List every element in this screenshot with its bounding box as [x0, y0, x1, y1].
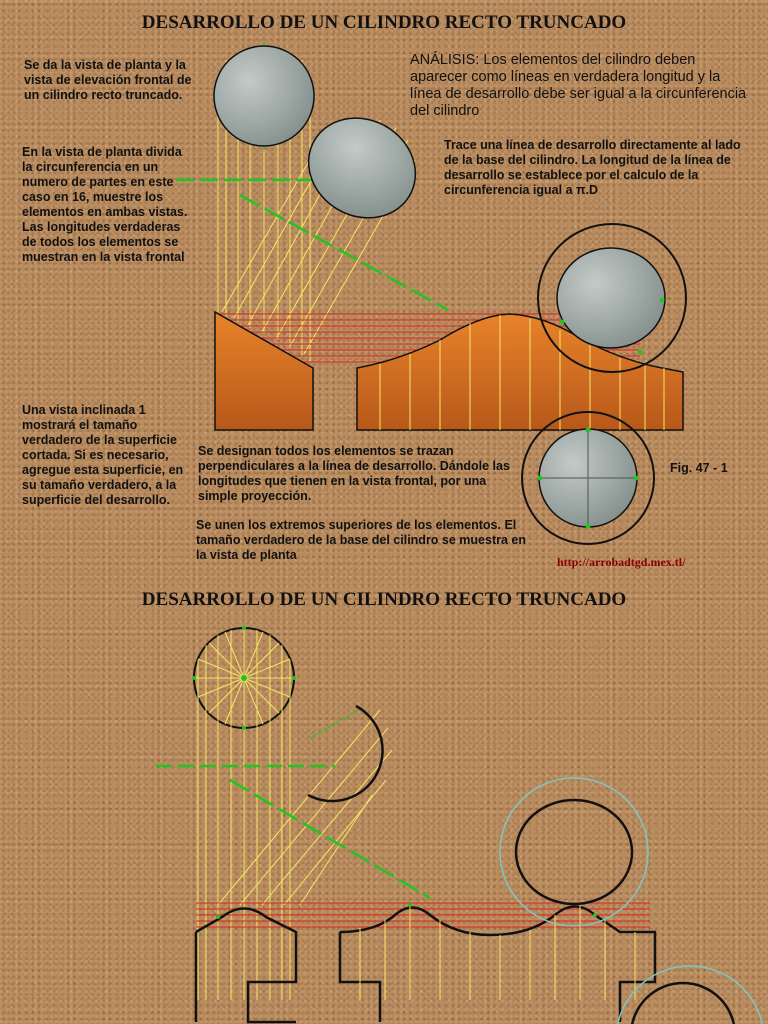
cyan-base-circle — [616, 966, 764, 1024]
inclined-arc — [308, 706, 383, 801]
development-bottom — [340, 907, 655, 1023]
top-figure — [176, 40, 686, 544]
top-title: DESARROLLO DE UN CILINDRO RECTO TRUNCADO — [141, 12, 627, 33]
plan-view-circle — [214, 46, 314, 146]
bottom-title: DESARROLLO DE UN CILINDRO RECTO TRUNCADO — [141, 589, 627, 610]
base-circle-bottom — [631, 983, 735, 1024]
top-surface-ellipse — [557, 248, 665, 348]
top-surface-bottom-ellipse — [516, 800, 632, 904]
figure-label: Fig. 47 - 1 — [670, 461, 728, 475]
inclined-view-ellipse — [290, 99, 433, 237]
source-link[interactable]: http://arrobadtgd.mex.tl/ — [557, 555, 686, 569]
front-elevation-bottom — [196, 909, 296, 1023]
analysis-text: ANÁLISIS: Los elementos del cilindro deben aparecer como líneas en verdadera longitud y la línea de desarrollo debe ser igual a la circunferencia del cilindro — [410, 52, 747, 119]
bottom-green-axes — [156, 708, 430, 898]
development-line-text: Trace una línea de desarrollo directamente al lado de la base del cilindro. La longitud de la línea de desarrollo se establece por el calculo de la circunferencia igual a π.D — [444, 138, 741, 197]
join-text: Se unen los extremos superiores de los elementos. El tamaño verdadero de la base del cilindro se muestra en la vista de planta — [196, 518, 526, 562]
bottom-development-elements — [360, 903, 635, 1000]
elements-text: Se designan todos los elementos se trazan perpendiculares a la línea de desarrollo. Dándole las longitudes que tienen en la vista frontal, por una simple proyección. — [198, 444, 510, 503]
bottom-figure — [156, 626, 764, 1024]
intro-text: Se da la vista de planta y la vista de elevación frontal de un cilindro recto truncado. — [24, 58, 192, 102]
inclined-view-text: Una vista inclinada 1 mostrará el tamaño verdadero de la superficie cortada. Si es necesario, agregue esta superficie, en su tamaño verdadero, a la superficie del desarrollo. — [22, 403, 184, 507]
plan-division-text: En la vista de planta divida la circunferencia en un numero de partes en este caso en 16, muestre los elementos en ambas vistas. Las longitudes verdaderas de todos los elementos se muestran en la vista frontal — [22, 145, 188, 264]
